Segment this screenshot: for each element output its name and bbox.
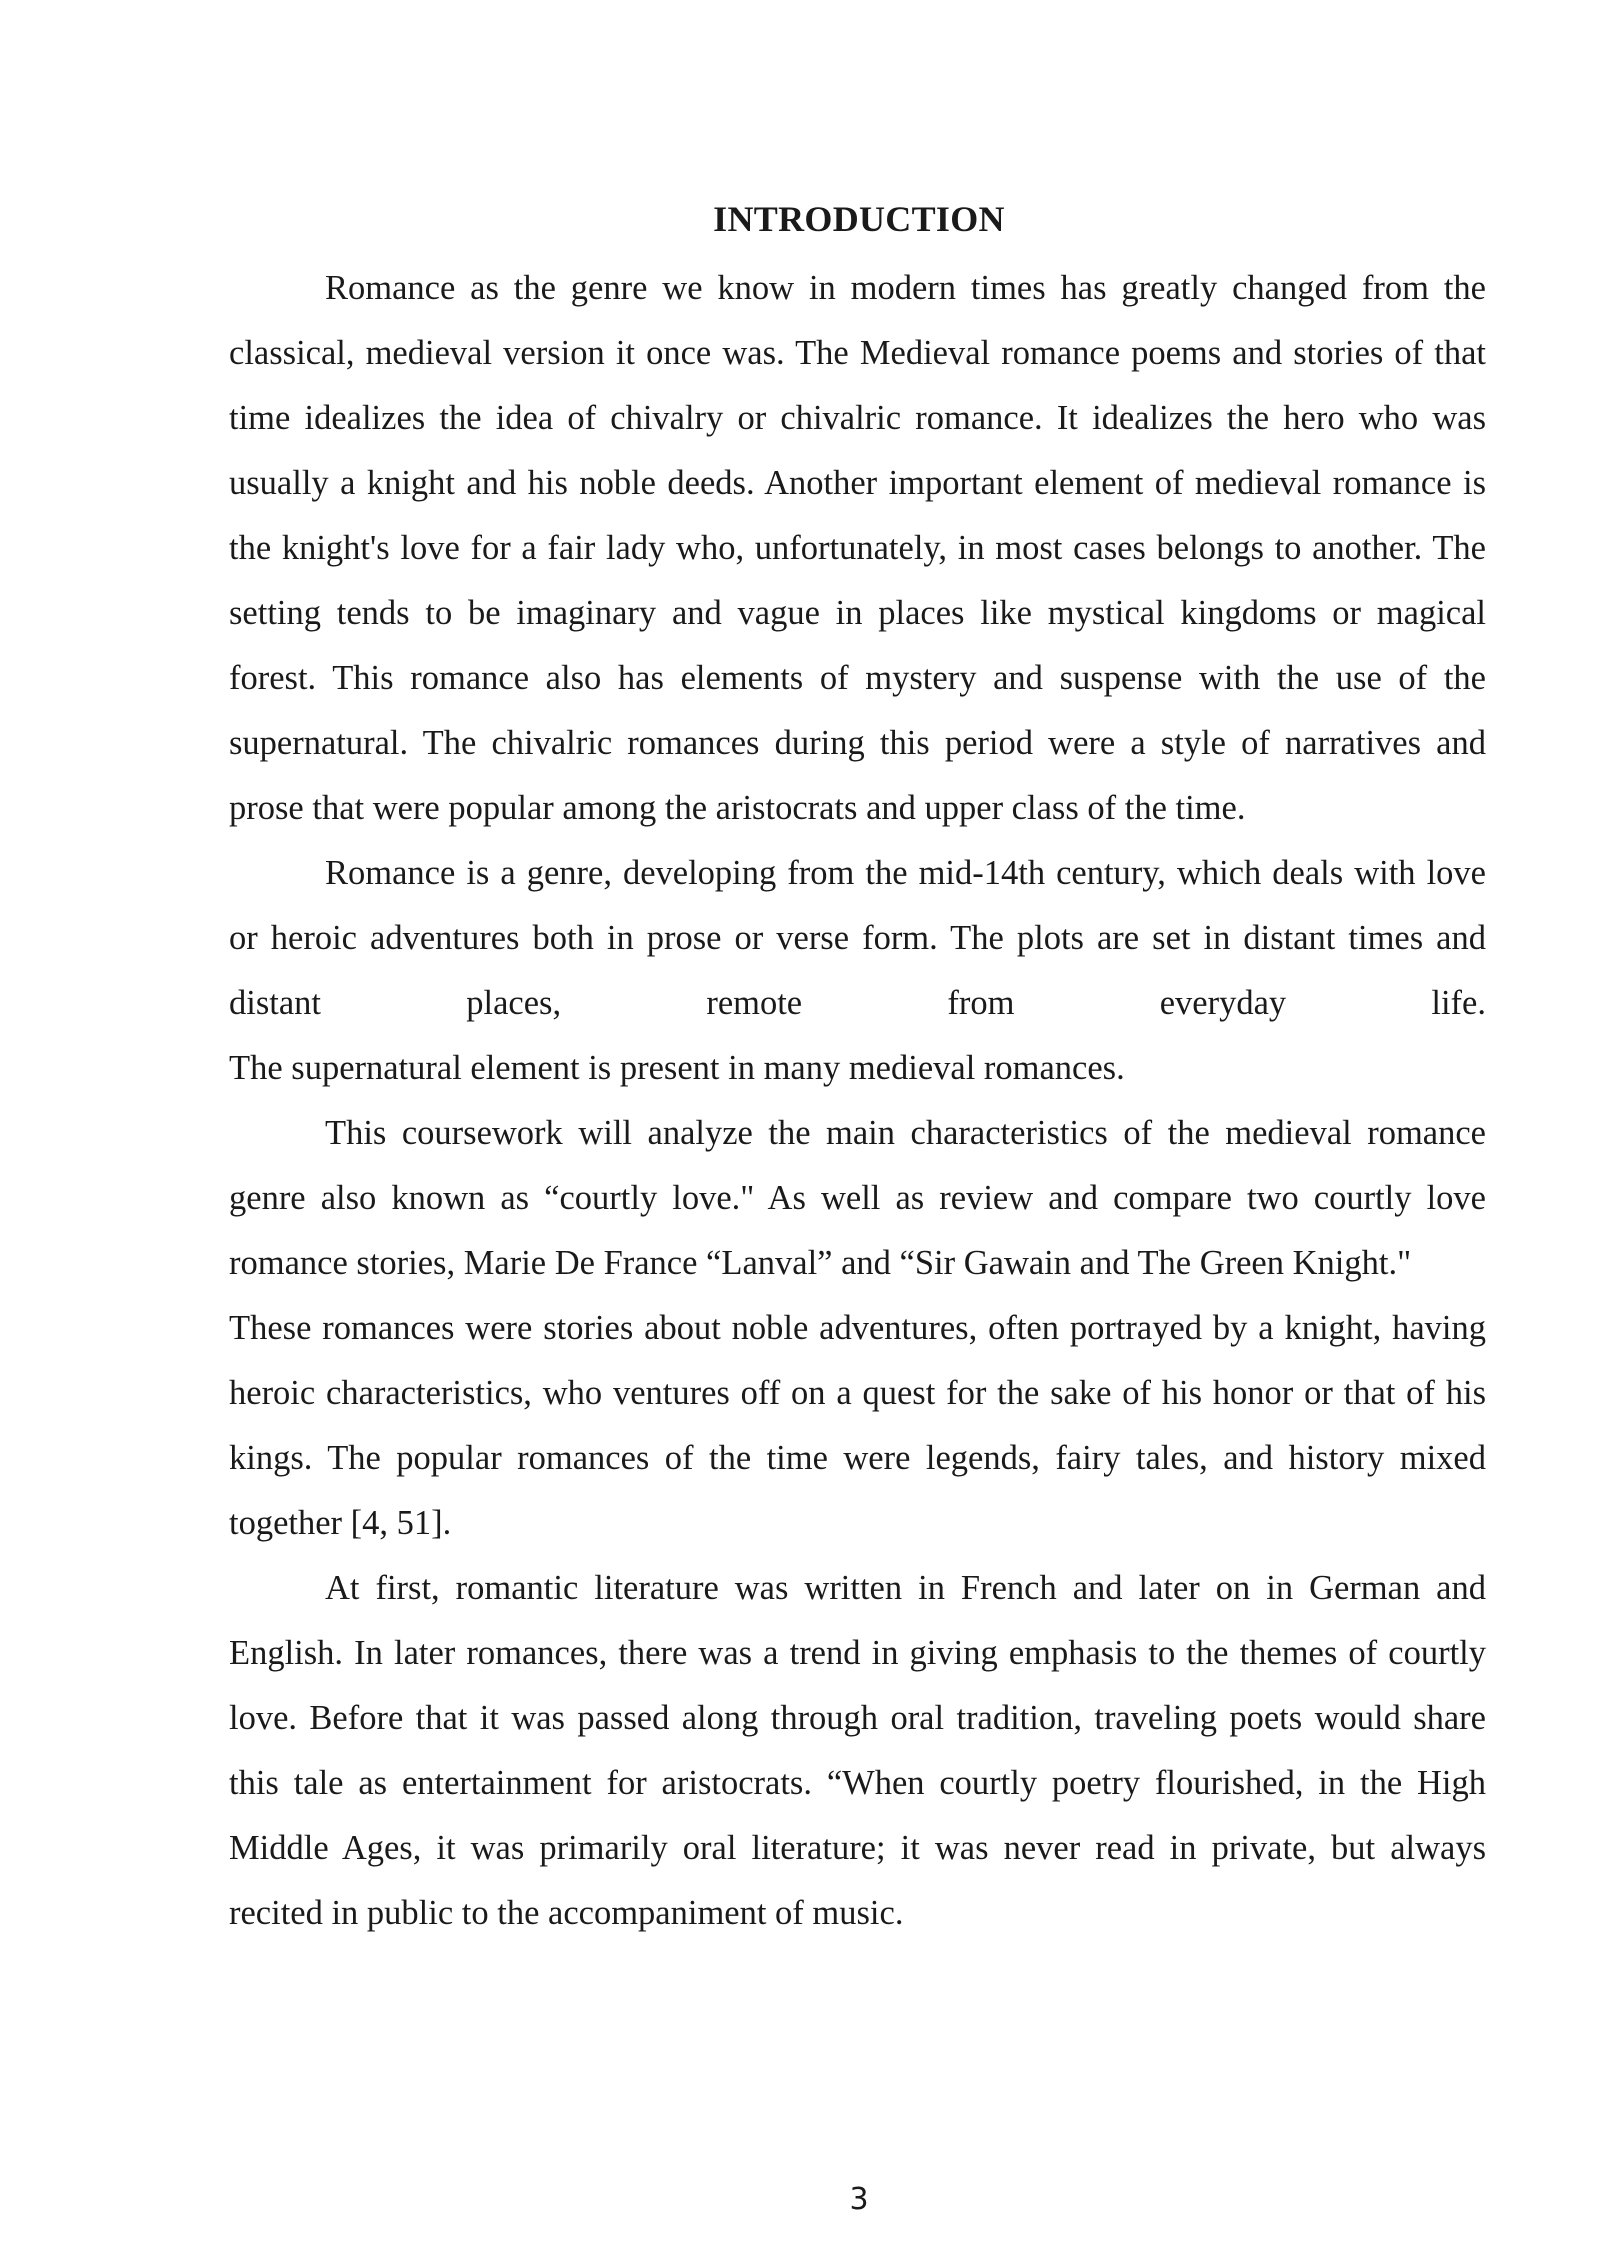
section-title: INTRODUCTION	[713, 199, 1005, 239]
paragraph-genre-definition: Romance is a genre, developing from the mid-14th century, which deals with love or heroic adventures both in prose or verse form. The plots are set in distant times and distant places, remote from everyday life.	[229, 854, 1486, 1022]
paragraph-romantic-literature: At first, romantic literature was written in French and later on in German and English. In later romances, there was a trend in giving emphasis to the themes of courtly love. Before that it was passed along through oral tradition, traveling poets would share this tale as entertainment for aristocrats. “When courtly poetry flourished, in the High Middle Ages, it was primarily oral literature; it was never read in private, but always recited in public to the accompaniment of music.	[229, 1569, 1486, 1932]
paragraph-noble-adventures: These romances were stories about noble adventures, often portrayed by a knight, having heroic characteristics, who ventures off on a quest for the sake of his honor or that of his kings. The popular romances of the time were legends, fairy tales, and history mixed together [4, 51].	[229, 1309, 1486, 1542]
paragraph-medieval-romance: Romance as the genre we know in modern times has greatly changed from the classical, medieval version it once was. The Medieval romance poems and stories of that time idealizes the idea of chivalry or chivalric romance. It idealizes the hero who was usually a knight and his noble deeds. Another important element of medieval romance is the knight's love for a fair lady who, unfortunately, in most cases belongs to another. The setting tends to be imaginary and vague in places like mystical kingdoms or magical forest. This romance also has elements of mystery and suspense with the use of the supernatural. The chivalric romances during this period were a style of narratives and prose that were popular among the aristocrats and upper class of the time.	[229, 269, 1486, 827]
page-number: 3	[849, 2182, 869, 2217]
paragraph-coursework-aim: This coursework will analyze the main characteristics of the medieval romance genre also known as “courtly love." As well as review and compare two courtly love romance stories, Marie De France “Lanval” and “Sir Gawain and The Green Knight."	[229, 1114, 1486, 1282]
paragraph-supernatural: The supernatural element is present in many medieval romances.	[229, 1049, 1125, 1087]
document-body	[229, 256, 1486, 1946]
